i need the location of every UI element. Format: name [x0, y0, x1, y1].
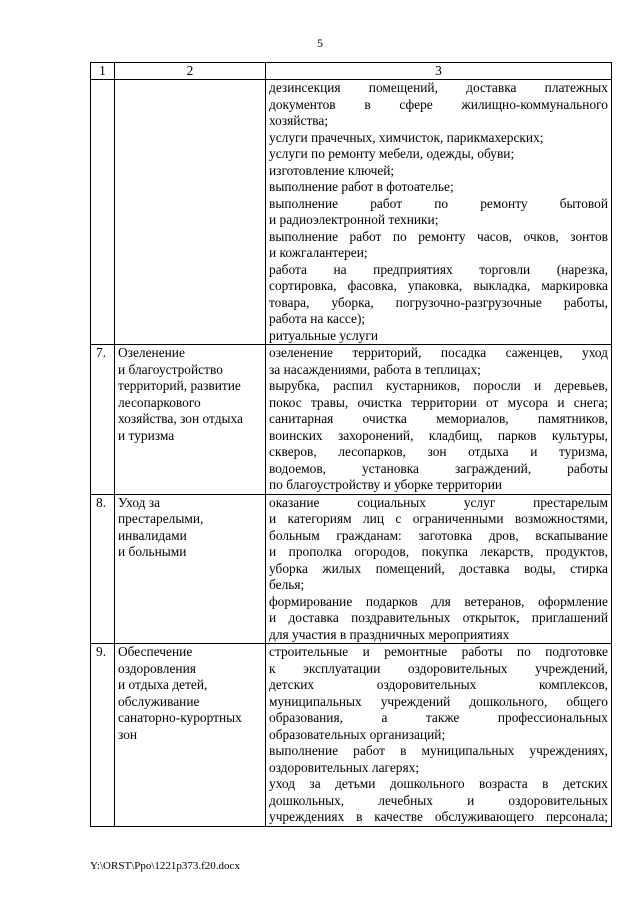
work-type-line: учреждениях в качестве обслуживающего персонала; — [269, 809, 608, 824]
category-line: и туризма — [118, 427, 175, 443]
category-line: оздоровления — [118, 660, 196, 676]
category-line: зон — [118, 726, 138, 742]
category-line: санаторно-курортных — [118, 710, 242, 725]
work-type-line: оздоровительных лагерях; — [269, 759, 420, 775]
column-header: 2 — [115, 63, 266, 80]
work-type-line: по благоустройству и уборке территории — [269, 477, 503, 492]
work-type-line: водоемов, установка заграждений, работы — [269, 460, 608, 476]
row-number: 9. — [91, 644, 115, 827]
work-type-line: озеленение территорий, посадка саженцев, уход — [269, 345, 608, 360]
work-type-line: услуги по ремонту мебели, одежды, обуви; — [269, 146, 515, 161]
work-type-line: образования, а также профессиональных — [269, 710, 608, 725]
table-row — [91, 80, 612, 345]
work-type-line: к эксплуатации оздоровительных учреждений, — [269, 660, 608, 676]
work-type-line: дошкольных, лечебных и оздоровительных — [269, 792, 608, 808]
work-type-line: муниципальных учреждений дошкольного, общего — [269, 693, 608, 709]
table-header-row — [91, 63, 612, 80]
work-type-line: и категориям лиц с ограниченными возможностями, — [269, 511, 608, 526]
column-header: 1 — [91, 63, 115, 80]
column-header: 3 — [266, 63, 612, 80]
work-type-line: выполнение работ по ремонту бытовой — [269, 195, 608, 211]
work-type-line: работа на кассе); — [269, 311, 366, 326]
category-line: хозяйства, зон отдыха — [118, 411, 243, 426]
work-type-line: хозяйства; — [269, 113, 329, 128]
category-line: и больными — [118, 544, 187, 559]
work-type-line: выполнение работ по ремонту часов, очков, зонтов — [269, 228, 608, 244]
work-type-line: выполнение работ в фотоателье; — [269, 179, 454, 194]
work-types — [266, 494, 612, 644]
work-type-line: изготовление ключей; — [269, 162, 395, 178]
activity-category — [115, 644, 266, 827]
work-type-line: формирование подарков для ветеранов, оформление — [269, 593, 608, 609]
work-type-line: услуги прачечных, химчисток, парикмахерских; — [269, 129, 544, 145]
work-type-line: воинских захоронений, кладбищ, парков культуры, — [269, 427, 608, 443]
work-type-line: документов в сфере жилищно-коммунального — [269, 96, 608, 112]
work-type-line: уход за детьми дошкольного возраста в детских — [269, 776, 608, 791]
category-line: престарелыми, — [118, 511, 204, 526]
activity-category — [115, 494, 266, 644]
row-number: 8. — [91, 494, 115, 644]
work-type-line: строительные и ремонтные работы по подготовке — [269, 644, 608, 659]
category-line: и отдыха детей, — [118, 677, 208, 692]
work-type-line: уборка жилых помещений, доставка воды, стирка — [269, 560, 608, 576]
work-type-line: и доставка поздравительных открыток, приглашений — [269, 610, 608, 625]
category-line: территорий, развитие — [118, 378, 241, 393]
row-number — [91, 80, 115, 345]
work-type-line: детских оздоровительных комплексов, — [269, 677, 608, 692]
category-line: Уход за — [118, 494, 161, 510]
work-type-line: дезинсекция помещений, доставка платежных — [269, 80, 608, 95]
page-number: 5 — [317, 36, 323, 50]
table-row — [91, 644, 612, 827]
work-types — [266, 644, 612, 827]
category-line: лесопаркового — [118, 394, 201, 410]
activity-category — [115, 80, 266, 345]
work-type-line: скверов, лесопарков, зон отдыха и туризма, — [269, 444, 608, 459]
work-type-line: вырубка, распил кустарников, поросли и деревьев, — [269, 378, 608, 393]
work-type-line: товара, уборка, погрузочно-разгрузочные работы, — [269, 294, 608, 310]
work-type-line: работа на предприятиях торговли (нарезка, — [269, 261, 608, 277]
work-type-line: и кожгалантереи; — [269, 245, 368, 260]
activity-category — [115, 345, 266, 495]
work-type-line: образовательных организаций; — [269, 726, 446, 742]
work-type-line: ритуальные услуги — [269, 327, 379, 343]
file-path-footer: Y:\ORST\Ppo\1221p373.f20.docx — [90, 860, 240, 872]
activities-table — [90, 62, 612, 827]
table-row — [91, 345, 612, 495]
work-type-line: и прополка огородов, покупка лекарств, продуктов, — [269, 544, 608, 559]
work-type-line: для участия в праздничных мероприятиях — [269, 626, 510, 642]
work-type-line: и радиоэлектронной техники; — [269, 212, 439, 227]
work-type-line: выполнение работ в муниципальных учреждениях, — [269, 743, 608, 758]
table-row — [91, 494, 612, 644]
category-line: Озеленение — [118, 345, 185, 360]
work-type-line: за насаждениями, работа в теплицах; — [269, 361, 481, 377]
category-line: инвалидами — [118, 527, 187, 543]
category-line: обслуживание — [118, 693, 200, 709]
work-types — [266, 80, 612, 345]
work-type-line: оказание социальных услуг престарелым — [269, 494, 608, 510]
work-type-line: санитарная очистка мемориалов, памятников, — [269, 411, 608, 426]
work-types — [266, 345, 612, 495]
work-type-line: сортировка, фасовка, упаковка, выкладка, маркировка — [269, 278, 608, 293]
work-type-line: больным гражданам: заготовка дров, вскапывание — [269, 527, 608, 543]
category-line: Обеспечение — [118, 644, 193, 659]
work-type-line: белья; — [269, 577, 305, 592]
category-line: и благоустройство — [118, 361, 223, 377]
work-type-line: покос травы, очистка территории от мусора и снега; — [269, 394, 608, 410]
row-number: 7. — [91, 345, 115, 495]
